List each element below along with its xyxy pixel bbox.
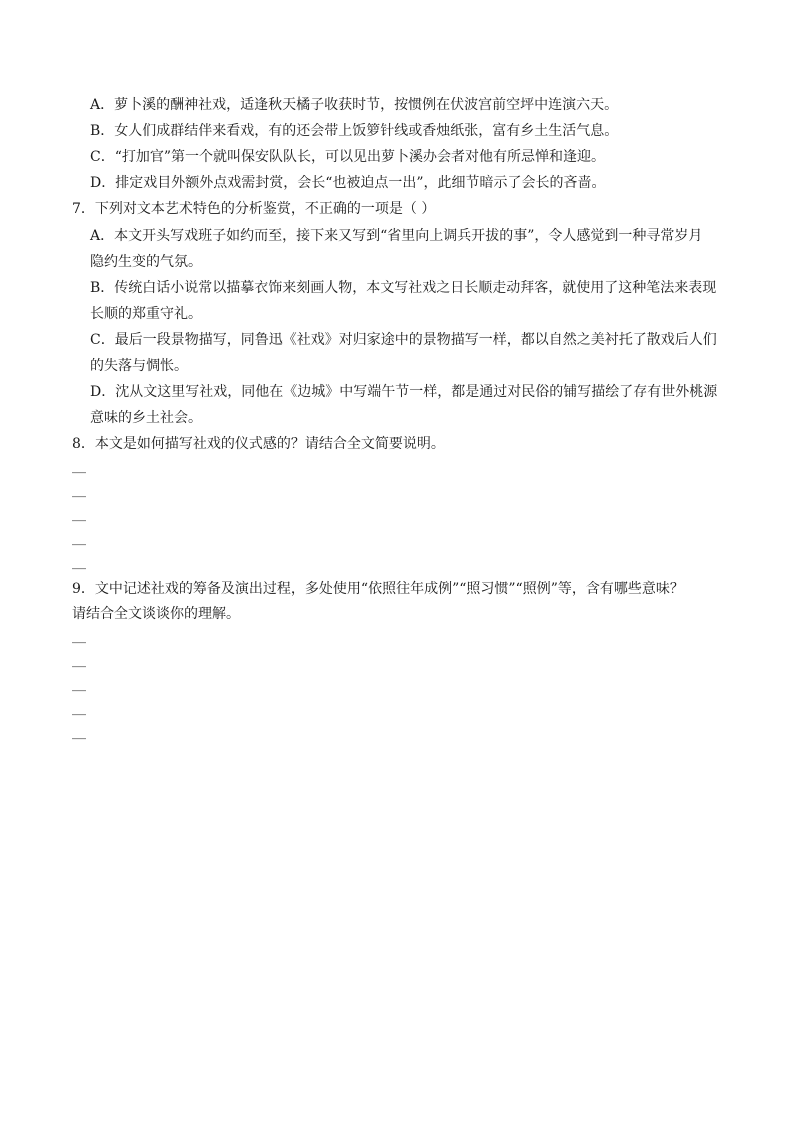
q7-option-b-line2: 长顺的郑重守礼。	[90, 306, 202, 322]
q8-stem: 8．本文是如何描写社戏的仪式感的？请结合全文简要说明。	[72, 436, 445, 452]
q9-answer-line[interactable]: __	[72, 628, 86, 644]
q9-answer-line[interactable]: __	[72, 652, 86, 668]
q7-stem: 7．下列对文本艺术特色的分析鉴赏，不正确的一项是（ ）	[72, 201, 436, 217]
q7-option-a-line2: 隐约生变的气氛。	[90, 254, 202, 270]
q9-answer-line[interactable]: __	[72, 724, 86, 740]
q7-option-d-line2: 意味的乡土社会。	[90, 410, 202, 426]
q7-option-d-line1: D．沈从文这里写社戏，同他在《边城》中写端午节一样，都是通过对民俗的铺写描绘了存有世外桃源	[90, 384, 718, 400]
q7-option-c-line1: C．最后一段景物描写，同鲁迅《社戏》对归家途中的景物描写一样，都以自然之美衬托了散戏后人们	[90, 332, 717, 348]
q9-answer-line[interactable]: __	[72, 700, 86, 716]
q6-option-c: C．“打加官”第一个就叫保安队队长，可以见出萝卜溪办会者对他有所忌惮和逢迎。	[90, 149, 606, 165]
q7-option-c-line2: 的失落与惆怅。	[90, 358, 188, 374]
q7-option-b-line1: B．传统白话小说常以描摹衣饰来刻画人物，本文写社戏之日长顺走动拜客，就使用了这种笔法来表现	[90, 280, 717, 296]
q6-option-a: A．萝卜溪的酬神社戏，适逢秋天橘子收获时节，按惯例在伏波宫前空坪中连演六天。	[90, 97, 619, 113]
q9-answer-line[interactable]: __	[72, 676, 86, 692]
q9-stem-line1: 9．文中记述社戏的筹备及演出过程，多处使用“依照往年成例”“照习惯”“照例”等，含有哪些意味？	[72, 581, 684, 597]
q8-answer-line[interactable]: __	[72, 506, 86, 522]
q8-answer-line[interactable]: __	[72, 530, 86, 546]
q8-answer-line[interactable]: __	[72, 482, 86, 498]
q6-option-b: B．女人们成群结伴来看戏，有的还会带上饭箩针线或香烛纸张，富有乡土生活气息。	[90, 123, 619, 139]
q7-option-a-line1: A．本文开头写戏班子如约而至，接下来又写到“省里向上调兵开拔的事”，令人感觉到一种寻常岁月	[90, 228, 703, 244]
q9-stem-line2: 请结合全文谈谈你的理解。	[72, 606, 240, 622]
q8-answer-line[interactable]: __	[72, 458, 86, 474]
q8-answer-line[interactable]: __	[72, 554, 86, 570]
q6-option-d: D．排定戏目外额外点戏需封赏，会长“也被迫点一出”，此细节暗示了会长的吝啬。	[90, 175, 606, 191]
